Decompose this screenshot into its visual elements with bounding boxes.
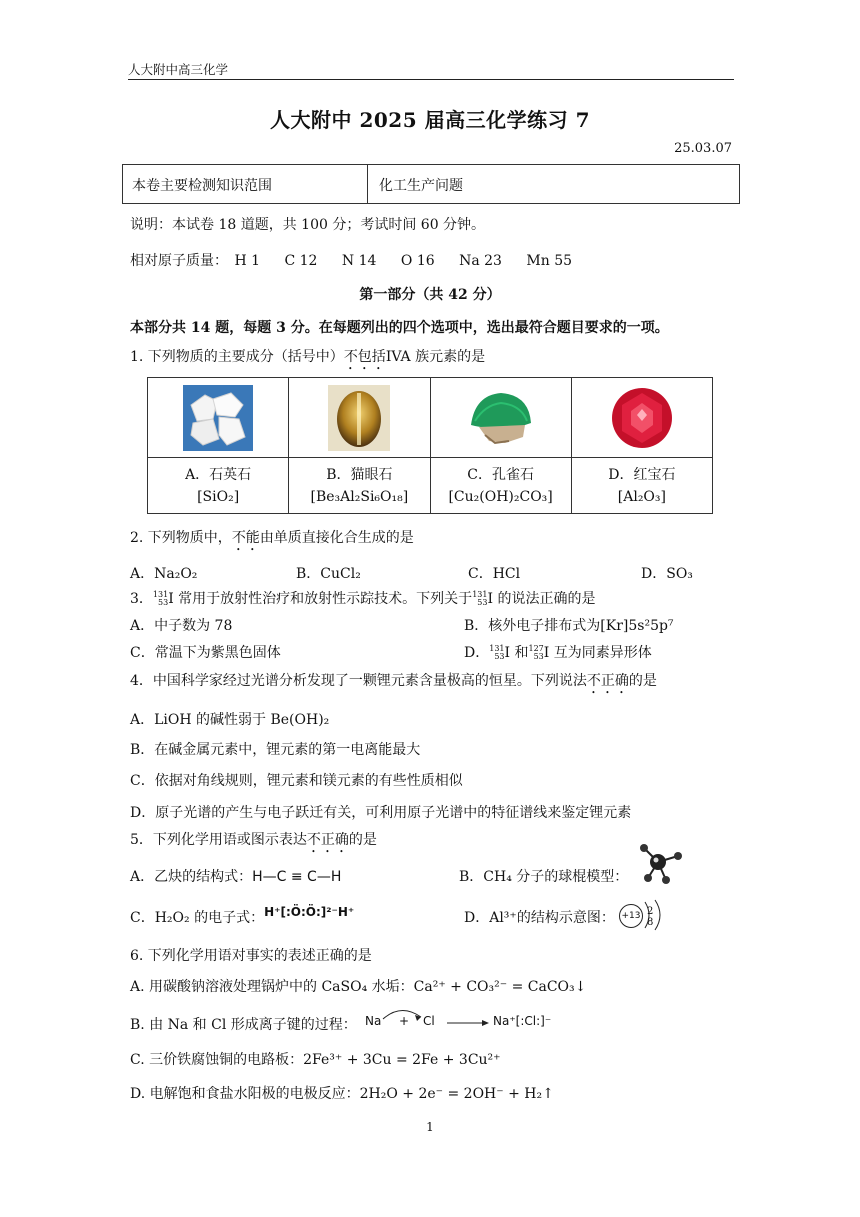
- header-school: 人大附中高三化学: [128, 62, 229, 77]
- option-formula: [Al₂O₃]: [617, 488, 666, 505]
- q3-stem-b: I 的说法正确的是: [487, 591, 596, 607]
- na-symbol: Na: [365, 1014, 382, 1028]
- option-label: A．石英石: [185, 466, 252, 483]
- mass-item: Na 23: [459, 253, 502, 269]
- q4-option-a[interactable]: A．LiOH 的碱性弱于 Be(OH)₂: [130, 712, 330, 728]
- q1-image-a: [148, 378, 289, 458]
- malachite-image: [465, 385, 537, 451]
- q3-option-d[interactable]: [464, 642, 652, 662]
- option-label: B．猫眼石: [326, 466, 393, 483]
- option-middle: I 和: [504, 645, 529, 661]
- cats-eye-image: [328, 385, 390, 451]
- q6-option-b[interactable]: [130, 1014, 357, 1034]
- page-title: 人大附中 2025 届高三化学练习 7: [270, 108, 590, 132]
- option-label: B. 由 Na 和 Cl 形成离子键的过程：: [130, 1017, 357, 1033]
- exam-date: 25.03.07: [674, 141, 732, 156]
- instructions: 说明：本试卷 18 道题，共 100 分；考试时间 60 分钟。: [130, 217, 486, 233]
- option-formula: [Be₃Al₂Si₆O₁₈]: [310, 488, 409, 505]
- q3-atomic-number: 53: [494, 652, 505, 661]
- option-label: C．H₂O₂ 的电子式：: [130, 910, 265, 926]
- q3-atomic-number: 53: [533, 652, 544, 661]
- q4-stem-emphasis: 不正确: [586, 673, 629, 689]
- q3-option-b[interactable]: B．核外电子排布式为[Kr]5s²5p⁷: [464, 618, 674, 634]
- part1-rule: 本部分共 14 题，每题 3 分。在每题列出的四个选项中，选出最符合题目要求的一项。: [130, 320, 669, 336]
- q6-stem: 6. 下列化学用语对事实的表述正确的是: [130, 948, 372, 964]
- q1-option-d[interactable]: [571, 458, 712, 514]
- q2-stem-a: 2. 下列物质中，: [130, 530, 232, 546]
- q4-stem-b: 的是: [628, 673, 657, 689]
- al-ion-structure-diagram: [619, 898, 667, 932]
- q4-option-d[interactable]: D．原子光谱的产生与电子跃迁有关，可利用原子光谱中的特征谱线来鉴定锂元素: [130, 805, 632, 821]
- q1-options-table: [147, 377, 713, 514]
- scope-table: [122, 164, 740, 204]
- q3-option-a[interactable]: A．中子数为 78: [130, 618, 233, 634]
- q1-image-c: [430, 378, 571, 458]
- q3-stem: 3． 131 53 I 常用于放射性治疗和放射性示踪技术。下列关于 131 53 I 的说法正确的是: [130, 590, 596, 607]
- option-suffix: I 互为同素异形体: [543, 645, 652, 661]
- q4-stem: [130, 670, 657, 697]
- page-header: [128, 60, 734, 80]
- ionic-bond-formation-diagram: [365, 1005, 555, 1035]
- q4-stem-a: 4．中国科学家经过光谱分析发现了一颗锂元素含量极高的恒星。下列说法: [130, 673, 587, 689]
- atomic-masses: [130, 250, 572, 270]
- q3-mass-number-2: 127: [528, 644, 544, 653]
- reaction-arrow-icon: [447, 1019, 489, 1027]
- mass-item: C 12: [284, 253, 318, 269]
- option-label: D．Al³⁺的结构示意图：: [464, 910, 615, 926]
- q2-option-d[interactable]: D．SO₃: [641, 566, 693, 582]
- quartz-image: [183, 385, 253, 451]
- plus-sign: +: [399, 1014, 410, 1028]
- q3-atomic-number: 53: [158, 598, 169, 607]
- q1-stem-emphasis: 不包括: [343, 349, 386, 365]
- q3-mass-number: 131: [472, 590, 488, 599]
- masses-label: 相对原子质量：: [130, 253, 228, 269]
- mass-item: N 14: [341, 253, 377, 269]
- q1-stem: [130, 346, 485, 373]
- q2-option-a[interactable]: A．Na₂O₂: [130, 566, 198, 582]
- q3-mass-number: 131: [152, 590, 169, 599]
- page-number: 1: [426, 1120, 434, 1134]
- mass-item: Mn 55: [526, 253, 573, 269]
- ch4-ball-stick-icon: [636, 838, 684, 886]
- q5-option-d[interactable]: [464, 907, 615, 927]
- q6-option-a[interactable]: A. 用碳酸钠溶液处理锅炉中的 CaSO₄ 水垢：Ca²⁺ + CO₃²⁻ = CaCO₃↓: [130, 979, 587, 995]
- q2-option-b[interactable]: B．CuCl₂: [296, 566, 361, 582]
- q1-option-c[interactable]: [430, 458, 571, 514]
- q1-stem-a: 1. 下列物质的主要成分（括号中）: [130, 349, 344, 365]
- nucleus-circle: +13: [619, 904, 643, 928]
- q2-stem-b: 由单质直接化合生成的是: [259, 530, 414, 546]
- q6-option-c[interactable]: C. 三价铁腐蚀铜的电路板：2Fe³⁺ + 3Cu = 2Fe + 3Cu²⁺: [130, 1052, 501, 1068]
- nacl-ionic-formula: Na⁺[:Cl:]⁻: [493, 1014, 552, 1028]
- q4-option-b[interactable]: B．在碱金属元素中，锂元素的第一电离能最大: [130, 742, 421, 758]
- q1-stem-b: IVA 族元素的是: [385, 349, 486, 365]
- part1-title: 第一部分（共 42 分）: [359, 287, 501, 303]
- h2o2-electron-formula: H⁺[:Ö:Ö:]²⁻H⁺: [264, 905, 355, 919]
- q5-stem: [130, 829, 377, 856]
- q3-stem-a: I 常用于放射性治疗和放射性示踪技术。下列关于: [168, 591, 473, 607]
- option-label: C．孔雀石: [467, 466, 534, 483]
- option-prefix: D．: [464, 645, 490, 661]
- q3-mass-number: 131: [489, 644, 505, 653]
- option-label: A．乙炔的结构式：: [130, 869, 253, 885]
- q2-option-c[interactable]: C．HCl: [468, 566, 521, 582]
- option-formula: [Cu₂(OH)₂CO₃]: [448, 488, 553, 505]
- q5-stem-emphasis: 不正确: [306, 832, 349, 848]
- q3-option-c[interactable]: C．常温下为紫黑色固体: [130, 645, 281, 661]
- q1-image-b: [289, 378, 430, 458]
- scope-label: 本卷主要检测知识范围: [123, 165, 368, 203]
- mass-item: H 1: [234, 253, 261, 269]
- cl-symbol: Cl: [423, 1014, 435, 1028]
- option-label: B．CH₄ 分子的球棍模型：: [459, 869, 629, 885]
- shell-electrons: 2 8: [647, 906, 656, 928]
- acetylene-formula: H—C ≡ C—H: [252, 869, 342, 885]
- option-formula: [SiO₂]: [197, 488, 240, 505]
- q6-option-d[interactable]: D. 电解饱和食盐水阳极的电极反应：2H₂O + 2e⁻ = 2OH⁻ + H₂↑: [130, 1086, 554, 1102]
- q5-stem-b: 的是: [348, 832, 377, 848]
- q3-atomic-number: 53: [477, 598, 488, 607]
- q2-stem-emphasis: 不能: [231, 530, 260, 546]
- q5-option-c[interactable]: [130, 907, 354, 927]
- mass-item: O 16: [400, 253, 435, 269]
- q5-option-b[interactable]: [459, 866, 628, 886]
- q2-stem: [130, 527, 414, 554]
- q5-stem-a: 5．下列化学用语或图示表达: [130, 832, 307, 848]
- q1-option-a[interactable]: [148, 458, 289, 514]
- ruby-image: [607, 385, 677, 451]
- scope-value: 化工生产问题: [379, 178, 463, 194]
- q1-option-b[interactable]: [289, 458, 430, 514]
- q1-image-d: [571, 378, 712, 458]
- q4-option-c[interactable]: C．依据对角线规则，锂元素和镁元素的有些性质相似: [130, 773, 463, 789]
- q5-option-a[interactable]: [130, 866, 341, 886]
- option-label: D．红宝石: [608, 466, 676, 483]
